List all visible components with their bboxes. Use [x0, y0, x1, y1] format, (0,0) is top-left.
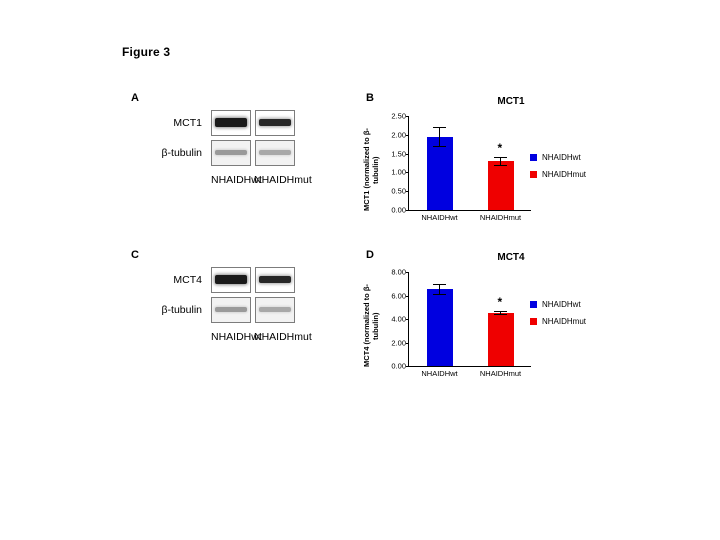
x-tick-label: NHAIDHmut: [479, 369, 522, 378]
legend-swatch-icon: [530, 171, 537, 178]
error-bar-cap: [433, 146, 446, 147]
bar-NHAIDHwt: [427, 137, 453, 210]
chart-y-axis-label: MCT1 (normalized to β-tubulin): [362, 128, 380, 212]
panel-letter-b: B: [366, 92, 374, 104]
blot-lane-mut: [255, 140, 295, 166]
figure-title: Figure 3: [122, 45, 171, 59]
y-tick-label: 2.00: [391, 338, 406, 347]
y-tick-label: 8.00: [391, 267, 406, 277]
chart-y-axis-label: MCT4 (normalized to β-tubulin): [362, 284, 380, 368]
error-bar-cap: [433, 294, 446, 295]
y-tick-label: 6.00: [391, 291, 406, 300]
blot-band: [259, 150, 291, 155]
panel-letter-c: C: [131, 249, 139, 261]
legend-item-label: NHAIDHwt: [542, 300, 581, 309]
y-tick-label: 1.50: [391, 149, 406, 159]
bar-NHAIDHwt: [427, 289, 453, 366]
panel-letter-a: A: [131, 92, 139, 104]
blot-row-label: MCT1: [173, 117, 202, 129]
y-tick-label: 2.00: [391, 130, 406, 140]
error-bar-cap: [433, 284, 446, 285]
blot-panel-mct4: [140, 265, 312, 343]
legend-item-wt: [530, 300, 586, 309]
blot-row-mct4: [140, 265, 299, 295]
blot-band: [215, 150, 247, 155]
blot-lane-labels: [211, 331, 312, 343]
x-tick-label: NHAIDHmut: [479, 213, 522, 222]
blot-row-mct1: [140, 108, 299, 138]
bar-NHAIDHmut: [488, 161, 514, 210]
blot-band: [259, 119, 291, 126]
legend-swatch-icon: [530, 318, 537, 325]
y-tick-label: 4.00: [391, 314, 406, 324]
blot-lane-labels: [211, 174, 312, 186]
blot-band: [259, 307, 291, 312]
blot-band: [215, 275, 247, 284]
significance-annotation: *: [497, 141, 503, 156]
y-tick-mark: [406, 116, 409, 117]
legend-item-label: NHAIDHmut: [542, 170, 587, 179]
legend-item-label: NHAIDHmut: [542, 317, 587, 326]
y-tick-mark: [406, 172, 409, 173]
blot-lane-label-mut: NHAIDHmut: [254, 331, 312, 343]
blot-lane-label-mut: NHAIDHmut: [254, 174, 312, 186]
blot-row-tubulin: [140, 295, 299, 325]
error-bar-cap: [494, 165, 507, 166]
y-tick-mark: [406, 319, 409, 320]
y-tick-label: 0.00: [391, 205, 406, 215]
blot-lane-wt: [211, 267, 251, 293]
error-bar: [439, 284, 440, 293]
y-tick-mark: [406, 210, 409, 211]
chart-title: MCT4: [497, 252, 525, 263]
y-tick-mark: [406, 343, 409, 344]
chart-legend-mct4: [530, 300, 586, 334]
blot-row-label: β-tubulin: [161, 147, 202, 159]
y-tick-label: 0.50: [391, 186, 406, 196]
blot-lane-mut: [255, 297, 295, 323]
x-tick-label: NHAIDHwt: [421, 369, 458, 378]
blot-panel-mct1: [140, 108, 312, 186]
error-bar-cap: [494, 311, 507, 312]
blot-lane-wt: [211, 297, 251, 323]
plot-area: [391, 267, 531, 378]
bar-NHAIDHmut: [488, 313, 514, 366]
legend-item-wt: [530, 153, 586, 162]
legend-item-mut: [530, 317, 586, 326]
blot-band: [215, 118, 247, 127]
legend-swatch-icon: [530, 301, 537, 308]
blot-lane-wt: [211, 110, 251, 136]
significance-annotation: *: [497, 294, 503, 309]
plot-area: [391, 111, 531, 222]
x-tick-label: NHAIDHwt: [421, 213, 458, 222]
panel-letter-d: D: [366, 249, 374, 261]
error-bar-cap: [494, 157, 507, 158]
error-bar-cap: [433, 127, 446, 128]
blot-row-label: MCT4: [173, 274, 202, 286]
blot-lane-wt: [211, 140, 251, 166]
blot-row-label: β-tubulin: [161, 304, 202, 316]
y-tick-mark: [406, 272, 409, 273]
blot-lane-mut: [255, 267, 295, 293]
y-tick-label: 1.00: [391, 167, 406, 177]
legend-item-label: NHAIDHwt: [542, 153, 581, 162]
y-tick-label: 2.50: [391, 111, 406, 121]
legend-item-mut: [530, 170, 586, 179]
y-tick-mark: [406, 366, 409, 367]
error-bar-cap: [494, 314, 507, 315]
y-tick-mark: [406, 135, 409, 136]
blot-lane-mut: [255, 110, 295, 136]
y-tick-mark: [406, 154, 409, 155]
chart-legend-mct1: [530, 153, 586, 187]
error-bar: [439, 127, 440, 146]
legend-swatch-icon: [530, 154, 537, 161]
y-tick-mark: [406, 191, 409, 192]
y-tick-mark: [406, 296, 409, 297]
blot-band: [259, 276, 291, 283]
blot-row-tubulin: [140, 138, 299, 168]
blot-band: [215, 307, 247, 312]
chart-title: MCT1: [497, 96, 525, 107]
y-tick-label: 0.00: [391, 361, 406, 371]
blot-lane-label-wt: NHAIDHwt: [211, 174, 262, 186]
blot-lane-label-wt: NHAIDHwt: [211, 331, 262, 343]
error-bar: [500, 157, 501, 165]
